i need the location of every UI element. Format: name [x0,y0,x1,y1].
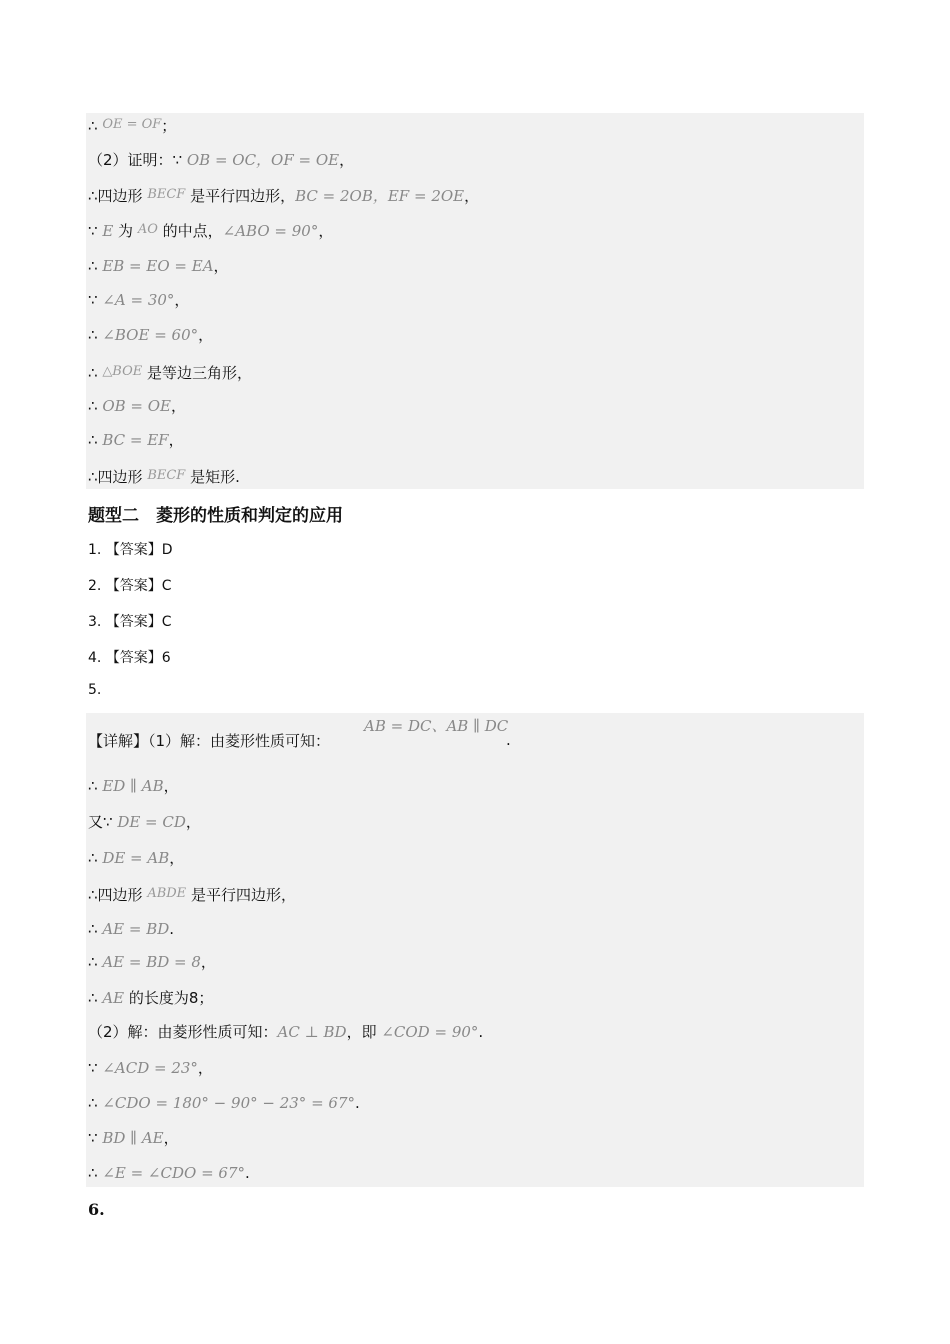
solution-block-2 [86,713,864,1187]
intro-math: AB = DC、AB ∥ DC [364,717,509,735]
proof-line: ∴ ∠BOE = 60°， [88,326,214,344]
proof-line: ∴ OE = OF； [88,117,177,135]
proof-line: ∵ BD ∥ AE， [88,1129,179,1147]
proof-line: ∴ ED ∥ AB， [88,777,179,795]
section-title: 题型二 菱形的性质和判定的应用 [88,506,343,526]
proof-line: （2）解：由菱形性质可知：AC ⊥ BD，即 ∠COD = 90°. [88,1023,484,1041]
solution-intro: 【详解】（1）解：由菱形性质可知： [88,732,331,750]
proof-line: ∴四边形 BECF 是矩形. [88,468,240,486]
proof-line: ∴ OB = OE， [88,397,186,415]
proof-line: ∵ ∠ACD = 23°， [88,1059,213,1077]
answer-item: 3. 【答案】C [88,614,172,630]
proof-line: （2）证明：∵ OB = OC，OF = OE， [88,151,355,169]
proof-line: ∴ AE = BD = 8， [88,953,216,971]
answer-item: 5. [88,682,102,698]
proof-line: ∵ E 为 AO 的中点，∠ABO = 90°， [88,222,334,240]
proof-line: ∴ AE = BD. [88,920,175,938]
proof-line: ∴ BC = EF， [88,431,184,449]
answer-item: 2. 【答案】C [88,578,172,594]
answer-item: 1. 【答案】D [88,542,173,558]
proof-line: ∴ ∠CDO = 180° − 90° − 23° = 67°. [88,1094,360,1112]
proof-line: ∴四边形 ABDE 是平行四边形， [88,886,296,904]
proof-line: ∴ ∠E = ∠CDO = 67°. [88,1164,250,1182]
proof-line: ∴四边形 BECF 是平行四边形，BC = 2OB，EF = 2OE， [88,187,480,205]
proof-line: 又∵ DE = CD， [88,813,201,831]
proof-line: ∵ ∠A = 30°， [88,291,190,309]
intro-period: . [506,731,511,749]
answer-item: 4. 【答案】6 [88,650,171,666]
proof-line: ∴ EB = EO = EA， [88,257,229,275]
proof-line: ∴ DE = AB， [88,849,185,867]
proof-line: ∴ △BOE 是等边三角形， [88,364,253,382]
question-number: 6. [88,1200,105,1219]
proof-line: ∴ AE 的长度为8； [88,989,214,1007]
